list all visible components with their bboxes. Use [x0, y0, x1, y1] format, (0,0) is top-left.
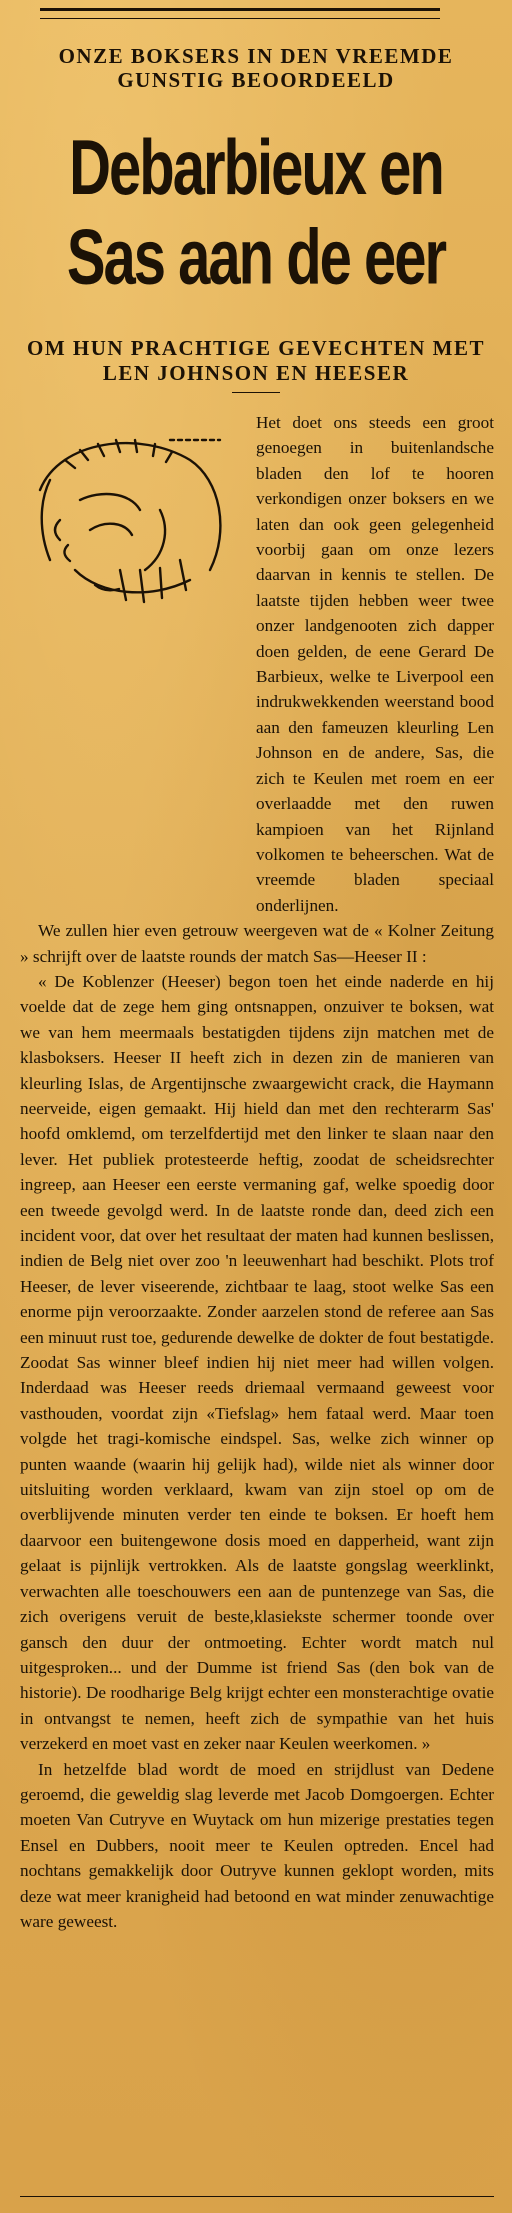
- paragraph-3: « De Koblenzer (Heeser) begon toen het einde naderde en hij voelde dat de zege hem ging ontsnappen, onzuiver te boksen, wat we van hem meermaals bestatigden tijdens zijn matchen met de klasboksers. Heeser II heeft zich in dezen zin de manieren van kleurling Islas, de Argentijnsche zwaargewicht crack, die Haymann neerveide, eigen gemaakt. Hij hield dan met den rechterarm Sas' hoofd omklemd, om terzelfdertijd met den linker te slaan naar den lever. Het publiek protesteerde heftig, zoodat de scheidsrechter ingreep, aan Heeser een eerste vermaning gaf, welke spoedig door een tweede gevolgd werd. In de laatste ronde dan, deed zich een incident voor, dat over het resultaat der maten had kunnen beslissen, indien de Belg niet over zoo 'n leeuwenhart had beschikt. Plots trof Heeser, de lever viseerende, zichtbaar te laag, stoot welke Sas een enorme pijn veroorzaakte. Zonder aarzelen stond de referee aan Sas een minuut rust toe, gedurende dewelke de dokter de fout bestatigde. Zoodat Sas winner bleef indien hij niet meer had willen volgen. Inderdaad was Heeser reeds driemaal vermaand geweest voor vasthouden, voordat zijn «Tiefslag» hem fataal werd. Maar toen volgde het tragi-komische eindspel. Sas, welke zich winner op punten waande (waarin hij gelijk had), wilde niet als winner door uitsluiting worden verklaard, kwam van zijn stoel op om de overblijvende minuten verder ten einde te boksen. Er hoeft hem daarvoor een buitengewone dosis moed en dapperheid, want zijn gelaat is pijnlijk vertrokken. Als de laatste gongslag weerklinkt, verwachten alle toeschouwers een aan de puntenzege van Sas, die zich overigens veruit de beste,klasiekste schermer toonde over gansch den duur der ontmoeting. Echter wordt match nul uitgesproken... und der Dumme ist friend Sas (den bok van de historie). De roodharige Belg krijgt echter een monsterachtige ovatie in ontvangst te nemen, heeft zich de sympathie van het huis verzekerd en moet vast en zeker naar Keulen weerkomen. »: [20, 971, 494, 1754]
- kicker-heading: ONZE BOKSERS IN DEN VREEMDE GUNSTIG BEOORDEELD: [58, 44, 454, 92]
- article-body: [20, 410, 494, 1934]
- lead-paragraph: Het doet ons steeds een groot genoegen in buitenlandsche bladen den lof te hooren verkondigen onzer boksers en we laten dan ook geen gelegenheid voorbij gaan om onze lezers daarvan in kennis te stellen. De laatste tijden hebben weer twee onzer landgenooten zich dapper doen gelden, de eene Gerard De Barbieux, welke te Liverpool een indrukwekkenden weerstand bood aan den fameuzen kleurling Len Johnson en de andere, Sas, die zich te Keulen met roem en eer overlaadde met den ruwen kampioen van het Rijnland volkomen te beheerschen. Wat de vreemde bladen speciaal onderlijnen.: [256, 413, 494, 915]
- bottom-rule: [20, 2196, 494, 2197]
- top-rule: [40, 8, 440, 19]
- paragraph-2: We zullen hier even getrouw weergeven wat de « Kolner Zeitung » schrijft over de laatste rounds der match Sas—Heeser II :: [20, 921, 494, 966]
- headline: Debarbieux en Sas aan de eer: [66, 124, 446, 301]
- paragraph-4: In hetzelfde blad wordt de moed en strijdlust van Dedene geroemd, die geweldig slag leverde met Jacob Domgoergen. Echter moeten Van Cutryve en Wuytack om hun mizerige prestaties tegen Ensel en Dubbers, nooit meer te Keulen optreden. Encel had nochtans gemakkelijk door Outryve kunnen geklopt worden, mits deze wat meer kranigheid had betoond en wat minder zenuwachtige ware geweest.: [20, 1759, 494, 1931]
- subheading: OM HUN PRACHTIGE GEVECHTEN MET LEN JOHNSON EN HEESER: [26, 336, 486, 385]
- subhead-rule: [232, 392, 280, 393]
